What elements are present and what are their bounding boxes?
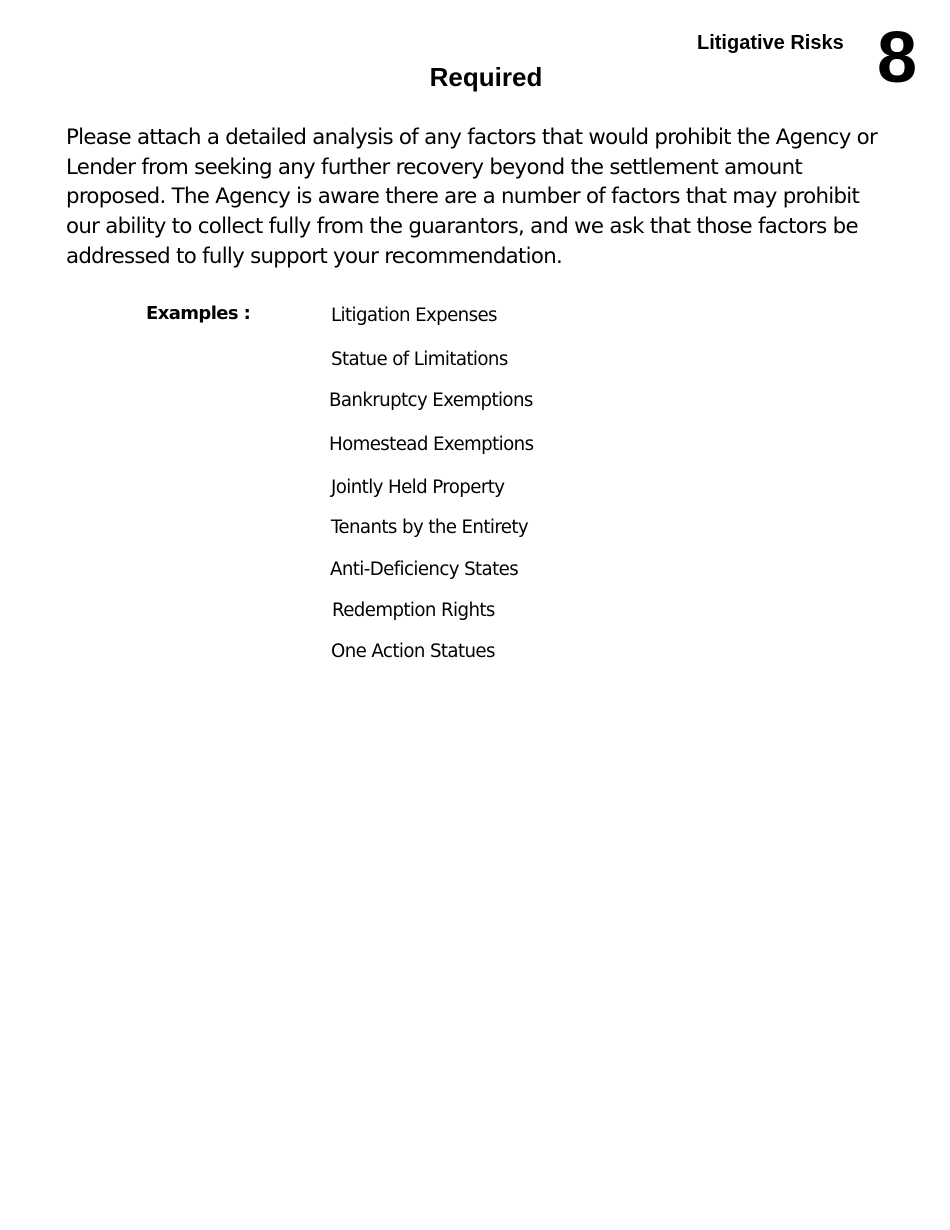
example-item: One Action Statues: [331, 641, 495, 662]
example-item: Statue of Limitations: [331, 349, 508, 370]
example-item: Anti-Deficiency States: [330, 559, 519, 580]
example-item: Jointly Held Property: [331, 477, 505, 498]
instructions-paragraph: Please attach a detailed analysis of any factors that would prohibit the Agency or Lender from seeking any further recovery beyond the settlement amount proposed. The Agency is aware there are a number of factors that may prohibit our ability to collect fully from the guarantors, and we ask that those factors be addressed to fully support your recommendation.: [66, 125, 878, 269]
example-item: Bankruptcy Exemptions: [329, 390, 533, 411]
page-title: Required: [429, 62, 543, 92]
example-item: Homestead Exemptions: [329, 434, 534, 455]
example-item: Redemption Rights: [332, 600, 495, 621]
section-label: Litigative Risks: [697, 32, 844, 54]
section-number: 8: [877, 18, 918, 98]
example-item: Tenants by the Entirety: [331, 517, 529, 538]
examples-label: Examples :: [146, 303, 251, 324]
example-item: Litigation Expenses: [331, 305, 497, 326]
